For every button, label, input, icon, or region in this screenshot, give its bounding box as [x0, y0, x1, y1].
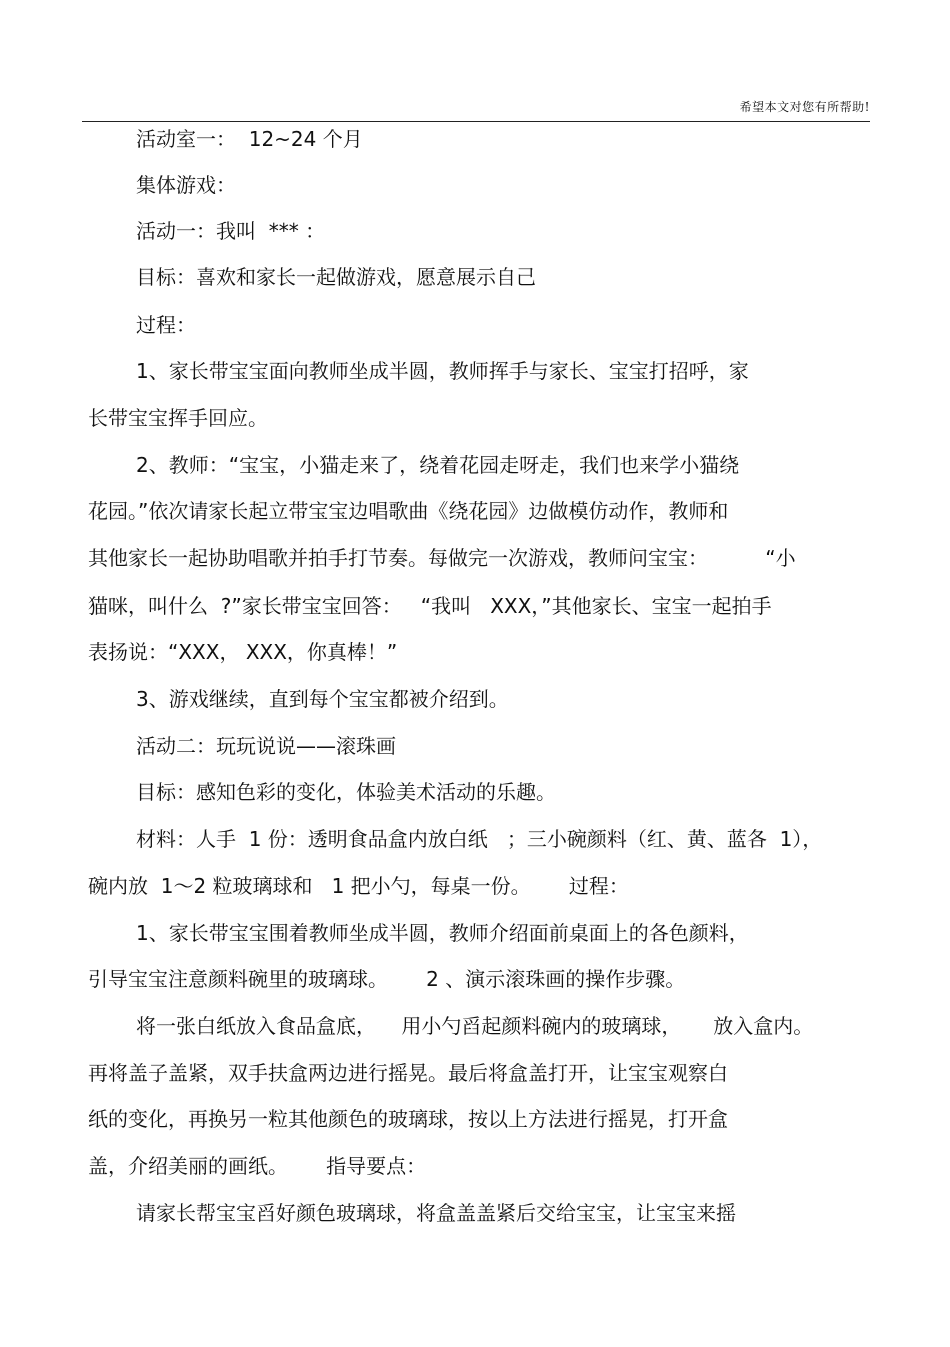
text-line: 1、家长带宝宝围着教师坐成半圆，教师介绍面前桌面上的各色颜料，	[136, 921, 749, 945]
text-line: 2、教师：“宝宝，小猫走来了，绕着花园走呀走，我们也来学小猫绕	[136, 453, 740, 477]
text-line: 3、游戏继续，直到每个宝宝都被介绍到。	[136, 687, 509, 711]
text-line: 请家长帮宝宝舀好颜色玻璃球，将盒盖盖紧后交给宝宝，让宝宝来摇	[136, 1201, 736, 1225]
text-line: 花园。”依次请家长起立带宝宝边唱歌曲《绕花园》边做模仿动作，教师和	[88, 499, 729, 523]
text-line: 过程：	[136, 313, 196, 337]
text-line: 长带宝宝挥手回应。	[88, 406, 268, 430]
text-line: 表扬说：“XXX， XXX，你真棒！”	[88, 640, 398, 664]
header-divider	[82, 121, 870, 122]
text-line: 纸的变化，再换另一粒其他颜色的玻璃球，按以上方法进行摇晃，打开盒	[88, 1107, 728, 1131]
text-line: 碗内放 1～2 粒玻璃球和 1 把小勺，每桌一份。 过程：	[88, 874, 629, 898]
text-line: 目标：感知色彩的变化，体验美术活动的乐趣。	[136, 780, 556, 804]
text-line: 活动一：我叫 *** ：	[136, 219, 326, 243]
text-line: 集体游戏：	[136, 173, 236, 197]
header-note: 希望本文对您有所帮助!	[739, 100, 870, 114]
text-line: 盖，介绍美丽的画纸。 指导要点：	[88, 1154, 427, 1178]
text-line: 活动室一： 12~24 个月	[136, 127, 363, 151]
text-line: 1、家长带宝宝面向教师坐成半圆，教师挥手与家长、宝宝打招呼，家	[136, 359, 749, 383]
text-line: 引导宝宝注意颜料碗里的玻璃球。 2 、演示滚珠画的操作步骤。	[88, 967, 686, 991]
text-line: 材料：人手 1 份：透明食品盒内放白纸 ；三小碗颜料（红、黄、蓝各 1），	[136, 827, 823, 851]
text-line: 其他家长一起协助唱歌并拍手打节奏。每做完一次游戏，教师问宝宝： “小	[88, 546, 796, 570]
text-line: 猫咪，叫什么 ?”家长带宝宝回答： “我叫 XXX，”其他家长、宝宝一起拍手	[88, 594, 772, 618]
text-line: 再将盖子盖紧，双手扶盒两边进行摇晃。最后将盒盖打开，让宝宝观察白	[88, 1061, 728, 1085]
text-line: 目标：喜欢和家长一起做游戏，愿意展示自己	[136, 265, 536, 289]
text-line: 将一张白纸放入食品盒底， 用小勺舀起颜料碗内的玻璃球， 放入盒内。	[136, 1014, 814, 1038]
text-line: 活动二：玩玩说说——滚珠画	[136, 734, 396, 758]
